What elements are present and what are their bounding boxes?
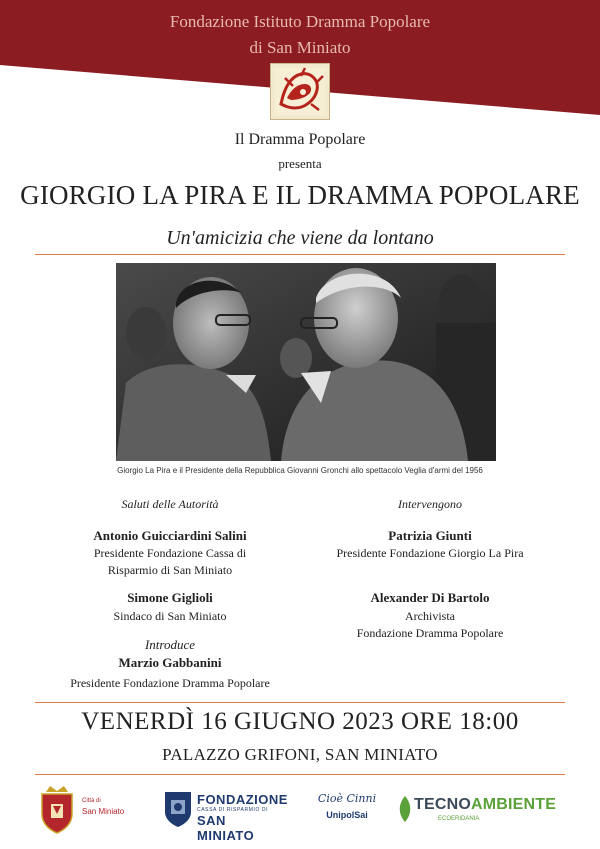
left-speaker1-name: Antonio Guicciardini Salini (93, 528, 247, 543)
right-speaker2-role-line1: Archivista (405, 609, 455, 623)
logo4-ambiente: AMBIENTE (471, 796, 557, 813)
logo2-line1: FONDAZIONE (197, 792, 288, 807)
event-title: GIORGIO LA PIRA E IL DRAMMA POPOLARE (20, 180, 580, 210)
historic-photo (116, 263, 496, 461)
left-speaker1-role-line2: Risparmio di San Miniato (107, 563, 233, 577)
logo3-name: UnipolSai (326, 810, 368, 820)
left-section-label: Saluti delle Autorità (121, 497, 219, 511)
woodcut-logo (270, 63, 330, 120)
right-speaker2-role-line2: Fondazione Dramma Popolare (356, 626, 504, 640)
right-speaker1-role: Presidente Fondazione Giorgio La Pira (336, 546, 524, 560)
coat-of-arms-icon (38, 786, 76, 834)
left-speaker2-name: Simone Giglioli (127, 590, 213, 605)
photo-caption: Giorgio La Pira e il Presidente della Repubblica Giovanni Gronchi allo spettacolo Veglia d'armi del 1956 (117, 466, 483, 475)
logo1-small-text: Città di (82, 798, 101, 804)
right-section-label: Intervengono (398, 497, 462, 511)
logo-citta-san-miniato (38, 786, 158, 834)
logo-unipolsai (312, 792, 382, 828)
logo2-line3: SAN MINIATO (197, 813, 255, 843)
introduce-label: Introduce (144, 637, 196, 652)
shield-icon (163, 790, 193, 828)
presenter-org: Il Dramma Popolare (234, 131, 366, 148)
logo4-sub: ECOERIDANIA (438, 816, 480, 822)
logo4-tecno: TECNO (414, 796, 471, 813)
left-speaker1-role-line1: Presidente Fondazione Cassa di (93, 546, 247, 560)
logo-fondazione-crsm (163, 788, 288, 843)
divider-top (35, 254, 565, 255)
logo3-script: Cioè Cinni (317, 792, 377, 805)
divider-event-bottom (35, 774, 565, 775)
logo2-line2: CASSA DI RISPARMIO DI (197, 807, 269, 813)
header-foundation-name: Fondazione Istituto Dramma Popolare (169, 12, 431, 31)
logo1-name: San Miniato (82, 807, 125, 816)
logo4-wordmark (414, 796, 556, 814)
event-subtitle: Un'amicizia che viene da lontano (166, 227, 434, 249)
left-speaker2-role: Sindaco di San Miniato (113, 609, 227, 623)
leaf-icon (398, 796, 412, 822)
presents-label: presenta (278, 156, 322, 171)
left-speaker3-role: Presidente Fondazione Dramma Popolare (70, 676, 270, 690)
header-foundation-location: di San Miniato (249, 38, 351, 57)
divider-event-top (35, 702, 565, 703)
right-speaker2-name: Alexander Di Bartolo (370, 590, 490, 605)
event-location: PALAZZO GRIFONI, SAN MINIATO (162, 745, 438, 764)
logo-tecnoambiente (398, 792, 563, 828)
right-speaker1-name: Patrizia Giunti (388, 528, 472, 543)
left-speaker3-name: Marzio Gabbanini (118, 655, 222, 670)
event-datetime: VENERDÌ 16 GIUGNO 2023 ORE 18:00 (81, 708, 519, 735)
